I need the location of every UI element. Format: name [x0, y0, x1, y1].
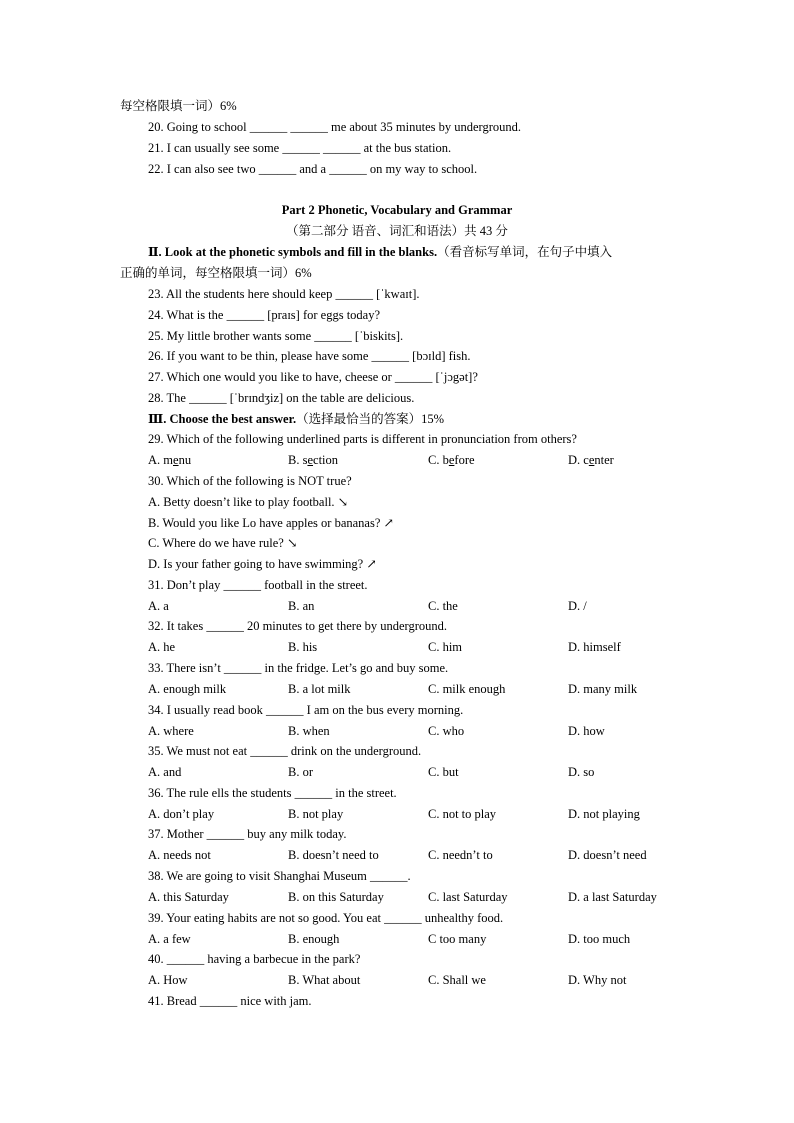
option-b: B. an — [288, 599, 315, 613]
option-a: A. How — [148, 973, 188, 987]
question-26: 26. If you want to be thin, please have some ______ [bɔɪld] fish. — [148, 349, 471, 363]
section3-heading-cn: （选择最恰当的答案）15% — [296, 412, 445, 426]
question-29-options — [0, 452, 794, 468]
question-20: 20. Going to school ______ ______ me about 35 minutes by underground. — [148, 120, 522, 134]
question-27: 27. Which one would you like to have, cheese or ______ [ˈjɔgət]? — [148, 370, 478, 384]
question-38-stem: 38. We are going to visit Shanghai Museum ______. — [148, 869, 411, 883]
option-b: B. or — [288, 765, 313, 779]
question-40-stem: 40. ______ having a barbecue in the park? — [148, 952, 361, 966]
option-a: A. enough milk — [148, 682, 227, 696]
option-b: B. when — [288, 724, 330, 738]
section2-heading-cn: （看音标写单词，在句子中填入 — [437, 245, 613, 259]
section2-heading-en: Ⅱ. Look at the phonetic symbols and fill in the blanks. — [148, 245, 438, 259]
option-b: B. on this Saturday — [288, 890, 384, 904]
section3-heading-en: Ⅲ. Choose the best answer. — [148, 412, 297, 426]
question-41: 41. Bread ______ nice with jam. — [148, 994, 312, 1008]
option-b: B. a lot milk — [288, 682, 351, 696]
question-30-option-a: A. Betty doesn’t like to play football. ↘ — [148, 495, 349, 509]
question-22: 22. I can also see two ______ and a ______ on my way to school. — [148, 162, 478, 176]
question-29-stem: 29. Which of the following underlined parts is different in pronunciation from others? — [148, 432, 577, 446]
section2-heading-cont: 正确的单词，每空格限填一词）6% — [120, 266, 312, 280]
option-a: A. where — [148, 724, 194, 738]
question-33-stem: 33. There isn’t ______ in the fridge. Let’s go and buy some. — [148, 661, 449, 675]
option-c: C. before — [428, 453, 475, 467]
option-d: D. not playing — [568, 807, 640, 821]
option-c: C. the — [428, 599, 458, 613]
option-d: D. how — [568, 724, 605, 738]
question-39-options — [0, 931, 794, 947]
option-c: C. him — [428, 640, 463, 654]
part2-title: Part 2 Phonetic, Vocabulary and Grammar — [281, 203, 513, 217]
option-d: D. Why not — [568, 973, 627, 987]
question-36-stem: 36. The rule ells the students ______ in the street. — [148, 786, 397, 800]
question-32-options — [0, 639, 794, 655]
section3-heading — [148, 411, 444, 427]
option-d: D. so — [568, 765, 595, 779]
question-34-options — [0, 723, 794, 739]
question-40-options — [0, 972, 794, 988]
question-30-stem: 30. Which of the following is NOT true? — [148, 474, 352, 488]
question-35-options — [0, 764, 794, 780]
question-34-stem: 34. I usually read book ______ I am on the bus every morning. — [148, 703, 464, 717]
option-d: D. doesn’t need — [568, 848, 647, 862]
option-a: A. menu — [148, 453, 192, 467]
option-b: B. his — [288, 640, 318, 654]
option-d: D. / — [568, 599, 587, 613]
option-b: B. enough — [288, 932, 340, 946]
part2-subtitle: （第二部分 语音、词汇和语法）共 43 分 — [286, 224, 508, 238]
option-b: B. What about — [288, 973, 361, 987]
question-32-stem: 32. It takes ______ 20 minutes to get there by underground. — [148, 619, 448, 633]
question-28: 28. The ______ [ˈbrɪndʒiz] on the table are delicious. — [148, 391, 415, 405]
option-a: A. and — [148, 765, 182, 779]
question-39-stem: 39. Your eating habits are not so good. You eat ______ unhealthy food. — [148, 911, 504, 925]
option-b: B. not play — [288, 807, 344, 821]
option-d: D. a last Saturday — [568, 890, 657, 904]
question-23: 23. All the students here should keep ______ [ˈkwaɪt]. — [148, 287, 420, 301]
option-c: C. but — [428, 765, 459, 779]
option-c: C too many — [428, 932, 487, 946]
instruction-tail: 每空格限填一词）6% — [120, 99, 237, 113]
option-a: A. don’t play — [148, 807, 215, 821]
question-31-stem: 31. Don’t play ______ football in the street. — [148, 578, 368, 592]
option-a: A. a — [148, 599, 169, 613]
question-24: 24. What is the ______ [praɪs] for eggs today? — [148, 308, 381, 322]
question-21: 21. I can usually see some ______ ______ at the bus station. — [148, 141, 452, 155]
section2-heading — [148, 244, 612, 260]
option-a: A. a few — [148, 932, 191, 946]
option-d: D. many milk — [568, 682, 638, 696]
question-30-option-c: C. Where do we have rule? ↘ — [148, 536, 298, 550]
option-d: D. himself — [568, 640, 621, 654]
option-d: D. too much — [568, 932, 631, 946]
option-d: D. center — [568, 453, 614, 467]
question-37-options — [0, 847, 794, 863]
question-31-options — [0, 598, 794, 614]
option-a: A. he — [148, 640, 176, 654]
question-33-options — [0, 681, 794, 697]
question-37-stem: 37. Mother ______ buy any milk today. — [148, 827, 347, 841]
option-a: A. needs not — [148, 848, 211, 862]
question-38-options — [0, 889, 794, 905]
option-c: C. Shall we — [428, 973, 486, 987]
option-c: C. last Saturday — [428, 890, 508, 904]
option-b: B. doesn’t need to — [288, 848, 379, 862]
option-c: C. milk enough — [428, 682, 506, 696]
option-c: C. not to play — [428, 807, 497, 821]
option-b: B. section — [288, 453, 339, 467]
option-a: A. this Saturday — [148, 890, 229, 904]
option-c: C. who — [428, 724, 465, 738]
option-c: C. needn’t to — [428, 848, 493, 862]
question-35-stem: 35. We must not eat ______ drink on the underground. — [148, 744, 422, 758]
question-30-option-b: B. Would you like Lo have apples or bananas? ↗ — [148, 516, 394, 530]
question-30-option-d: D. Is your father going to have swimming? ↗ — [148, 557, 377, 571]
question-36-options — [0, 806, 794, 822]
question-25: 25. My little brother wants some ______ [ˈbiskits]. — [148, 329, 404, 343]
